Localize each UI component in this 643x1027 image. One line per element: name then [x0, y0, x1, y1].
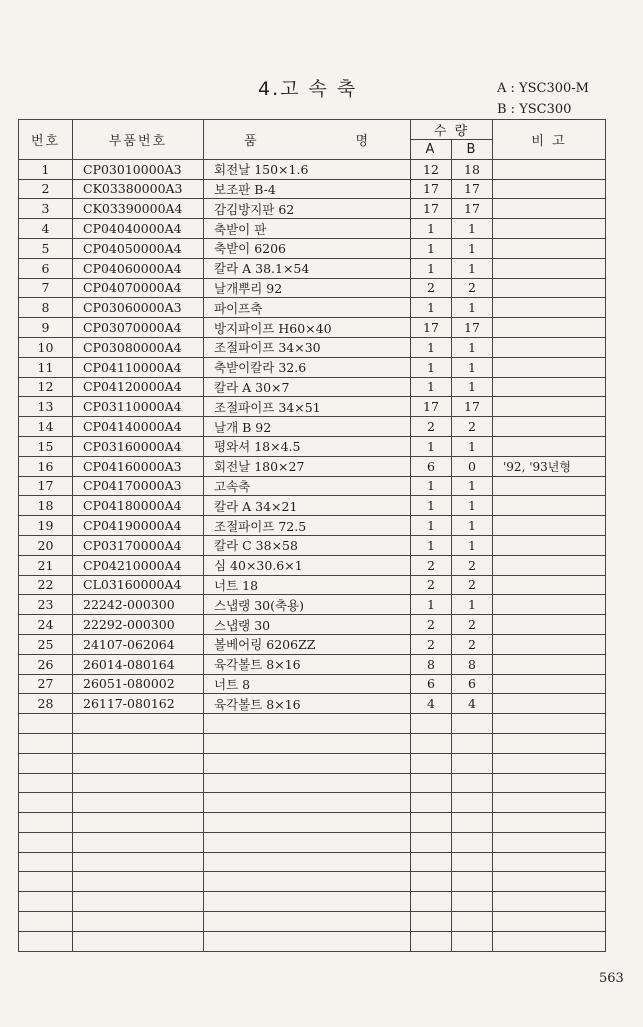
row-number: 27 — [19, 674, 73, 694]
row-remarks — [493, 496, 606, 516]
row-part-number — [73, 832, 204, 852]
header-qty-b: B — [452, 140, 493, 160]
table-row — [19, 456, 606, 476]
row-qty-a — [411, 872, 452, 892]
row-number: 21 — [19, 555, 73, 575]
table-row — [19, 912, 606, 932]
model-legend — [497, 78, 589, 120]
row-part-number: CP03010000A3 — [73, 159, 204, 179]
row-part-name — [204, 912, 411, 932]
row-qty-a: 1 — [411, 595, 452, 615]
row-qty-a: 1 — [411, 357, 452, 377]
row-remarks — [493, 397, 606, 417]
row-part-name: 고속축 — [204, 476, 411, 496]
row-number: 5 — [19, 238, 73, 258]
row-part-number: CP03060000A3 — [73, 298, 204, 318]
row-qty-a: 1 — [411, 436, 452, 456]
row-qty-b — [452, 931, 493, 951]
row-number — [19, 912, 73, 932]
row-part-number: CK03390000A4 — [73, 199, 204, 219]
row-remarks — [493, 674, 606, 694]
table-row — [19, 733, 606, 753]
row-qty-b: 2 — [452, 575, 493, 595]
row-part-name: 조절파이프 34×30 — [204, 337, 411, 357]
row-part-name: 볼베어링 6206ZZ — [204, 634, 411, 654]
row-part-number — [73, 892, 204, 912]
row-qty-a: 1 — [411, 298, 452, 318]
row-remarks — [493, 417, 606, 437]
row-part-name: 심 40×30.6×1 — [204, 555, 411, 575]
row-part-number: CK03380000A3 — [73, 179, 204, 199]
row-qty-b: 2 — [452, 555, 493, 575]
row-remarks — [493, 852, 606, 872]
row-part-number — [73, 714, 204, 734]
table-row — [19, 337, 606, 357]
row-part-name: 칼라 C 38×58 — [204, 535, 411, 555]
table-row — [19, 654, 606, 674]
row-qty-a: 1 — [411, 337, 452, 357]
row-part-number: 26014-080164 — [73, 654, 204, 674]
row-qty-a: 2 — [411, 417, 452, 437]
header-part-name-right: 명 — [355, 133, 370, 149]
row-part-number: CP04210000A4 — [73, 555, 204, 575]
row-part-number: CP04070000A4 — [73, 278, 204, 298]
row-number: 7 — [19, 278, 73, 298]
header-qty-a: A — [411, 140, 452, 160]
parts-table-body — [19, 159, 606, 951]
row-qty-b: 1 — [452, 595, 493, 615]
row-remarks — [493, 278, 606, 298]
row-part-name: 회전날 150×1.6 — [204, 159, 411, 179]
row-qty-b: 1 — [452, 476, 493, 496]
row-qty-b: 1 — [452, 238, 493, 258]
row-remarks — [493, 357, 606, 377]
row-qty-a: 17 — [411, 199, 452, 219]
row-qty-b: 1 — [452, 298, 493, 318]
row-qty-b — [452, 733, 493, 753]
row-number: 1 — [19, 159, 73, 179]
row-part-number — [73, 753, 204, 773]
row-qty-a: 2 — [411, 634, 452, 654]
row-part-number: CP03080000A4 — [73, 337, 204, 357]
row-qty-a: 6 — [411, 456, 452, 476]
table-row — [19, 219, 606, 239]
table-row — [19, 516, 606, 536]
row-qty-b: 2 — [452, 278, 493, 298]
row-part-name: 축받이칼라 32.6 — [204, 357, 411, 377]
row-part-number: 26117-080162 — [73, 694, 204, 714]
row-remarks — [493, 575, 606, 595]
row-qty-b: 4 — [452, 694, 493, 714]
row-remarks — [493, 733, 606, 753]
row-part-number: CP04040000A4 — [73, 219, 204, 239]
row-remarks — [493, 595, 606, 615]
row-remarks — [493, 615, 606, 635]
row-qty-b: 17 — [452, 318, 493, 338]
table-row — [19, 892, 606, 912]
row-remarks — [493, 654, 606, 674]
row-part-name: 조절파이프 72.5 — [204, 516, 411, 536]
parts-table — [18, 119, 606, 952]
row-qty-a: 17 — [411, 397, 452, 417]
row-part-number — [73, 912, 204, 932]
row-qty-b — [452, 773, 493, 793]
row-part-name: 칼라 A 34×21 — [204, 496, 411, 516]
header-part-name — [204, 120, 411, 160]
row-part-name: 감김방지판 62 — [204, 199, 411, 219]
row-qty-b: 8 — [452, 654, 493, 674]
row-qty-a: 1 — [411, 516, 452, 536]
row-part-name: 방지파이프 H60×40 — [204, 318, 411, 338]
row-number — [19, 793, 73, 813]
row-part-number — [73, 793, 204, 813]
row-remarks — [493, 892, 606, 912]
table-row — [19, 694, 606, 714]
table-row — [19, 179, 606, 199]
row-part-name: 날개 B 92 — [204, 417, 411, 437]
row-part-name — [204, 813, 411, 833]
row-number: 15 — [19, 436, 73, 456]
row-number — [19, 872, 73, 892]
row-remarks — [493, 832, 606, 852]
row-qty-a — [411, 931, 452, 951]
row-qty-a: 1 — [411, 535, 452, 555]
header-quantity: 수 량 — [411, 120, 493, 140]
page-title: 4.고 속 축 — [258, 78, 358, 100]
row-qty-a — [411, 892, 452, 912]
row-qty-a: 1 — [411, 258, 452, 278]
table-row — [19, 436, 606, 456]
row-qty-b: 18 — [452, 159, 493, 179]
row-part-name: 파이프축 — [204, 298, 411, 318]
header-part-name-left: 품 — [244, 133, 259, 149]
row-part-name: 보조판 B-4 — [204, 179, 411, 199]
row-part-number: CP04060000A4 — [73, 258, 204, 278]
row-number: 18 — [19, 496, 73, 516]
row-part-name: 날개뿌리 92 — [204, 278, 411, 298]
row-number: 9 — [19, 318, 73, 338]
table-row — [19, 674, 606, 694]
table-row — [19, 238, 606, 258]
row-qty-b: 17 — [452, 199, 493, 219]
table-row — [19, 813, 606, 833]
row-remarks — [493, 258, 606, 278]
table-row — [19, 714, 606, 734]
table-row — [19, 258, 606, 278]
row-qty-a — [411, 714, 452, 734]
row-number: 19 — [19, 516, 73, 536]
table-row — [19, 872, 606, 892]
row-remarks — [493, 714, 606, 734]
row-remarks — [493, 912, 606, 932]
row-part-name — [204, 931, 411, 951]
row-qty-b — [452, 753, 493, 773]
row-number — [19, 813, 73, 833]
row-part-number — [73, 872, 204, 892]
row-number: 24 — [19, 615, 73, 635]
row-part-number: CP03110000A4 — [73, 397, 204, 417]
row-number — [19, 753, 73, 773]
table-row — [19, 298, 606, 318]
row-number — [19, 714, 73, 734]
row-part-name: 스냅랭 30(축용) — [204, 595, 411, 615]
row-remarks — [493, 793, 606, 813]
table-row — [19, 555, 606, 575]
table-row — [19, 496, 606, 516]
table-row — [19, 357, 606, 377]
row-qty-a — [411, 813, 452, 833]
row-qty-a: 1 — [411, 496, 452, 516]
row-qty-b — [452, 714, 493, 734]
row-qty-b — [452, 892, 493, 912]
row-qty-a: 2 — [411, 278, 452, 298]
row-remarks — [493, 516, 606, 536]
row-qty-a — [411, 773, 452, 793]
table-row — [19, 615, 606, 635]
table-row — [19, 397, 606, 417]
row-part-name — [204, 892, 411, 912]
row-part-name — [204, 832, 411, 852]
row-qty-b: 1 — [452, 337, 493, 357]
row-number: 11 — [19, 357, 73, 377]
row-part-name — [204, 714, 411, 734]
page-number: 563 — [599, 971, 624, 986]
row-qty-a — [411, 912, 452, 932]
row-qty-b — [452, 793, 493, 813]
row-number: 14 — [19, 417, 73, 437]
row-remarks — [493, 179, 606, 199]
row-qty-a: 2 — [411, 615, 452, 635]
row-part-name: 스냅랭 30 — [204, 615, 411, 635]
row-number — [19, 832, 73, 852]
row-qty-b: 1 — [452, 535, 493, 555]
row-part-name — [204, 733, 411, 753]
row-part-number: CP04050000A4 — [73, 238, 204, 258]
row-part-number: CP04170000A3 — [73, 476, 204, 496]
row-number: 13 — [19, 397, 73, 417]
row-qty-b — [452, 912, 493, 932]
table-row — [19, 318, 606, 338]
row-part-name: 조절파이프 34×51 — [204, 397, 411, 417]
row-part-number: CP04190000A4 — [73, 516, 204, 536]
row-remarks — [493, 872, 606, 892]
table-row — [19, 159, 606, 179]
row-qty-b: 1 — [452, 219, 493, 239]
model-a-label: A : YSC300-M — [497, 81, 589, 96]
table-row — [19, 278, 606, 298]
row-remarks: '92, '93년형 — [493, 456, 606, 476]
row-number: 17 — [19, 476, 73, 496]
row-qty-a: 2 — [411, 555, 452, 575]
table-row — [19, 931, 606, 951]
row-qty-a — [411, 733, 452, 753]
table-row — [19, 753, 606, 773]
row-qty-b: 0 — [452, 456, 493, 476]
row-qty-b — [452, 813, 493, 833]
header-part-number: 부품번호 — [73, 120, 204, 160]
row-qty-a — [411, 852, 452, 872]
row-part-number: CP04140000A4 — [73, 417, 204, 437]
table-row — [19, 852, 606, 872]
table-row — [19, 417, 606, 437]
row-qty-b: 1 — [452, 258, 493, 278]
row-part-name: 축받이 판 — [204, 219, 411, 239]
row-remarks — [493, 555, 606, 575]
row-part-name — [204, 773, 411, 793]
header-number: 번호 — [19, 120, 73, 160]
row-qty-b: 6 — [452, 674, 493, 694]
row-remarks — [493, 753, 606, 773]
row-number: 2 — [19, 179, 73, 199]
row-part-name: 회전날 180×27 — [204, 456, 411, 476]
row-qty-a: 2 — [411, 575, 452, 595]
row-qty-b: 1 — [452, 436, 493, 456]
row-qty-a: 4 — [411, 694, 452, 714]
row-number — [19, 892, 73, 912]
row-qty-b: 17 — [452, 397, 493, 417]
row-qty-a: 1 — [411, 219, 452, 239]
row-part-name: 너트 8 — [204, 674, 411, 694]
row-number: 4 — [19, 219, 73, 239]
row-part-number: CP04120000A4 — [73, 377, 204, 397]
row-qty-b — [452, 832, 493, 852]
row-number: 12 — [19, 377, 73, 397]
row-remarks — [493, 694, 606, 714]
row-qty-b: 1 — [452, 377, 493, 397]
row-qty-a: 1 — [411, 377, 452, 397]
row-remarks — [493, 634, 606, 654]
row-part-name: 육각볼트 8×16 — [204, 694, 411, 714]
row-remarks — [493, 337, 606, 357]
row-remarks — [493, 813, 606, 833]
row-part-number: CP04160000A3 — [73, 456, 204, 476]
row-qty-b: 1 — [452, 357, 493, 377]
row-remarks — [493, 377, 606, 397]
row-part-number: 24107-062064 — [73, 634, 204, 654]
table-row — [19, 793, 606, 813]
row-part-name: 육각볼트 8×16 — [204, 654, 411, 674]
row-part-name: 평와셔 18×4.5 — [204, 436, 411, 456]
row-number: 23 — [19, 595, 73, 615]
row-qty-a: 6 — [411, 674, 452, 694]
row-number: 25 — [19, 634, 73, 654]
table-row — [19, 377, 606, 397]
table-row — [19, 535, 606, 555]
table-row — [19, 634, 606, 654]
row-remarks — [493, 773, 606, 793]
row-part-name — [204, 872, 411, 892]
row-part-number: CP03160000A4 — [73, 436, 204, 456]
row-qty-a: 17 — [411, 179, 452, 199]
row-part-number: 22242-000300 — [73, 595, 204, 615]
row-qty-b: 17 — [452, 179, 493, 199]
table-row — [19, 199, 606, 219]
row-qty-a: 1 — [411, 238, 452, 258]
row-part-name — [204, 753, 411, 773]
row-number: 26 — [19, 654, 73, 674]
row-part-number: 22292-000300 — [73, 615, 204, 635]
row-number — [19, 852, 73, 872]
row-remarks — [493, 436, 606, 456]
row-number: 28 — [19, 694, 73, 714]
row-qty-a: 17 — [411, 318, 452, 338]
row-part-name — [204, 852, 411, 872]
row-remarks — [493, 238, 606, 258]
row-qty-a — [411, 793, 452, 813]
row-part-name — [204, 793, 411, 813]
table-row — [19, 575, 606, 595]
model-b-label: B : YSC300 — [497, 102, 572, 117]
row-number: 22 — [19, 575, 73, 595]
row-qty-a: 1 — [411, 476, 452, 496]
table-row — [19, 476, 606, 496]
row-remarks — [493, 199, 606, 219]
row-number: 10 — [19, 337, 73, 357]
row-remarks — [493, 318, 606, 338]
row-part-name: 칼라 A 30×7 — [204, 377, 411, 397]
row-number: 16 — [19, 456, 73, 476]
row-remarks — [493, 931, 606, 951]
row-qty-a — [411, 753, 452, 773]
row-qty-a: 12 — [411, 159, 452, 179]
row-part-name: 축받이 6206 — [204, 238, 411, 258]
table-row — [19, 773, 606, 793]
row-qty-b: 2 — [452, 615, 493, 635]
row-number: 6 — [19, 258, 73, 278]
row-qty-a: 8 — [411, 654, 452, 674]
row-part-number — [73, 813, 204, 833]
row-qty-b: 1 — [452, 496, 493, 516]
row-part-name: 칼라 A 38.1×54 — [204, 258, 411, 278]
row-part-number: 26051-080002 — [73, 674, 204, 694]
table-row — [19, 832, 606, 852]
row-remarks — [493, 219, 606, 239]
row-part-number: CL03160000A4 — [73, 575, 204, 595]
row-remarks — [493, 476, 606, 496]
row-remarks — [493, 298, 606, 318]
row-number — [19, 931, 73, 951]
row-part-name: 너트 18 — [204, 575, 411, 595]
row-number: 3 — [19, 199, 73, 219]
row-qty-a — [411, 832, 452, 852]
row-number — [19, 733, 73, 753]
row-qty-b: 2 — [452, 417, 493, 437]
row-part-number: CP03170000A4 — [73, 535, 204, 555]
row-part-number — [73, 773, 204, 793]
header-remarks: 비 고 — [493, 120, 606, 160]
row-part-number: CP04180000A4 — [73, 496, 204, 516]
row-part-number — [73, 931, 204, 951]
table-row — [19, 595, 606, 615]
row-number — [19, 773, 73, 793]
row-remarks — [493, 535, 606, 555]
row-number: 20 — [19, 535, 73, 555]
row-part-number — [73, 852, 204, 872]
row-part-number: CP04110000A4 — [73, 357, 204, 377]
row-part-number: CP03070000A4 — [73, 318, 204, 338]
row-qty-b — [452, 872, 493, 892]
row-qty-b: 1 — [452, 516, 493, 536]
row-remarks — [493, 159, 606, 179]
row-part-number — [73, 733, 204, 753]
row-number: 8 — [19, 298, 73, 318]
row-qty-b — [452, 852, 493, 872]
row-qty-b: 2 — [452, 634, 493, 654]
